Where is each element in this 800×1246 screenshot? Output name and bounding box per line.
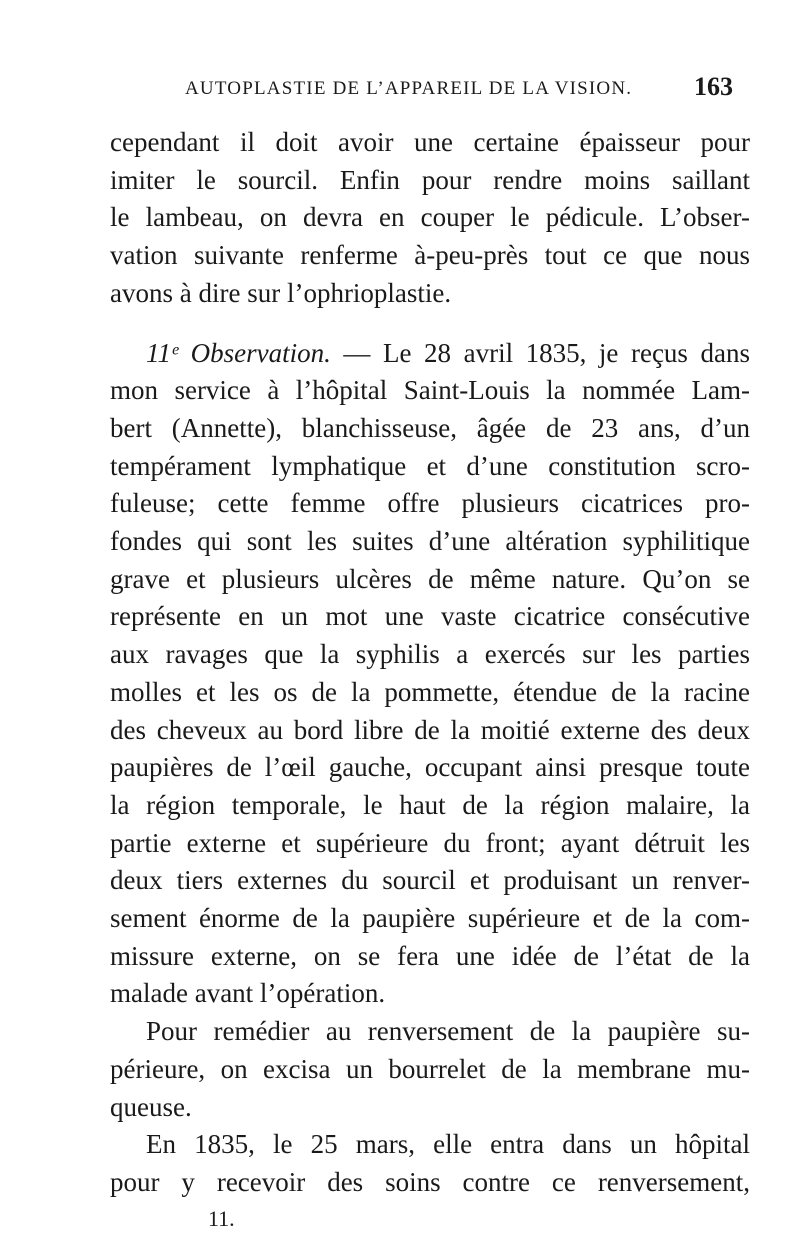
paragraph-gap	[110, 313, 750, 335]
text-line: pour y recevoir des soins contre ce renversement,	[110, 1166, 750, 1197]
text-line: vation suivante renferme à-peu-près tout ce que nous	[110, 240, 750, 271]
text-line: fuleuse; cette femme offre plusieurs cicatrices pro-	[110, 488, 750, 519]
text-line: avons à dire sur l’ophrioplastie.	[110, 277, 452, 308]
text-line: malade avant l’opération.	[110, 978, 386, 1009]
text-line: deux tiers externes du sourcil et produisant un renver-	[110, 865, 750, 896]
page-header	[185, 72, 745, 106]
text-line: partie externe et supérieure du front; ayant détruit les	[110, 827, 750, 858]
text-line-fragment: — Le 28 avril 1835, je reçus dans	[330, 337, 750, 368]
text-line: périeure, on excisa un bourrelet de la membrane mu-	[110, 1053, 750, 1084]
text-line: tempérament lymphatique et d’une constitution scro-	[110, 450, 750, 481]
text-line: aux ravages que la syphilis a exercés sur les parties	[110, 639, 750, 670]
text-line: bert (Annette), blanchisseuse, âgée de 23 ans, d’un	[110, 412, 750, 443]
running-head: AUTOPLASTIE DE L’APPAREIL DE LA VISION.	[185, 78, 633, 99]
text-line: missure externe, on se fera une idée de l’état de la	[110, 940, 750, 971]
text-line: queuse.	[110, 1091, 192, 1122]
text-line: grave et plusieurs ulcères de même nature. Qu’on se	[110, 563, 750, 594]
text-line: la région temporale, le haut de la région malaire, la	[110, 789, 750, 820]
text-line: molles et les os de la pommette, étendue de la racine	[110, 676, 750, 707]
text-line: imiter le sourcil. Enfin pour rendre moins saillant	[110, 164, 750, 195]
page-number: 163	[694, 72, 733, 101]
text-line: le lambeau, on devra en couper le pédicule. L’obser-	[110, 202, 750, 233]
text-line: sement énorme de la paupière supérieure et de la com-	[110, 903, 750, 934]
text-line: En 1835, le 25 mars, elle entra dans un hôpital	[146, 1129, 750, 1160]
text-line: Pour remédier au renversement de la paupière su-	[146, 1016, 750, 1047]
body-text	[110, 124, 750, 1202]
text-line: fondes qui sont les suites d’une altération syphilitique	[110, 526, 750, 557]
observation-first-line	[110, 335, 750, 373]
text-line: cependant il doit avoir une certaine épaisseur pour	[110, 127, 750, 157]
text-line: représente en un mot une vaste cicatrice consécutive	[110, 601, 750, 632]
observation-label: 11ᵉ Observation.	[146, 337, 331, 368]
text-line: paupières de l’œil gauche, occupant ainsi presque toute	[110, 752, 750, 783]
signature-mark: 11.	[208, 1206, 235, 1231]
text-line: mon service à l’hôpital Saint-Louis la nommée Lam-	[110, 375, 750, 406]
text-line: des cheveux au bord libre de la moitié externe des deux	[110, 714, 750, 745]
